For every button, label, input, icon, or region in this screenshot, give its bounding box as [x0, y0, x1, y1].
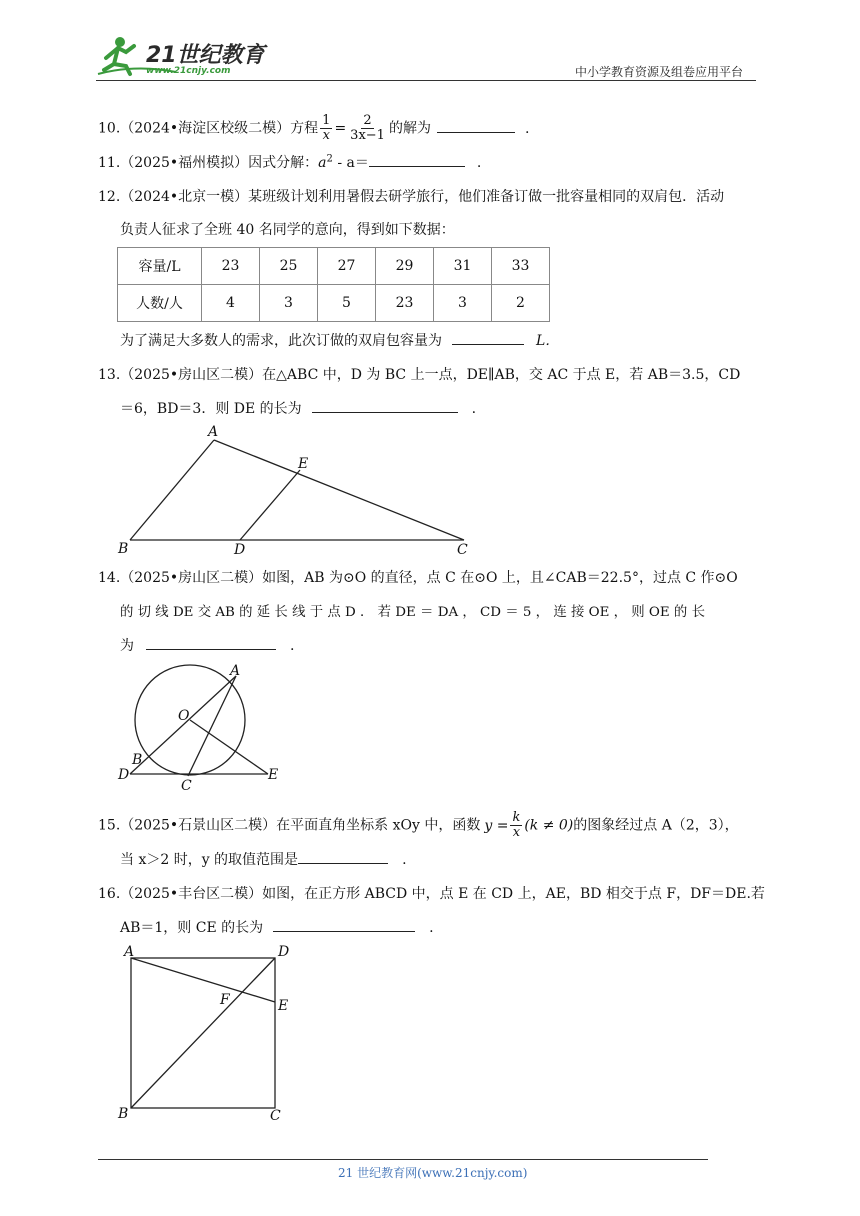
answer-blank[interactable] — [273, 930, 415, 932]
triangle-figure — [110, 420, 480, 560]
answer-blank[interactable] — [452, 343, 524, 345]
question-12-line-1: 12.（2024•北京一模）某班级计划利用暑假去研学旅行，他们准备订做一批容量相同的双肩包．活动 — [98, 189, 725, 205]
point-label-a: A — [230, 663, 241, 679]
table-row: 人数/人 4 3 5 23 3 2 — [118, 285, 550, 322]
point-label-c: C — [270, 1108, 281, 1124]
table-header-capacity: 容量/L — [118, 248, 202, 285]
footer-text: 21 世纪教育网(www.21cnjy.com) — [338, 1166, 528, 1180]
answer-blank[interactable] — [146, 648, 276, 650]
table-row: 容量/L 23 25 27 29 31 33 — [118, 248, 550, 285]
point-label-d: D — [234, 542, 246, 558]
capacity-table — [117, 247, 550, 322]
question-15-line-1: 15.（2025•石景山区二模）在平面直角坐标系 xOy 中，函数 y = $\frac{k}{x}$ (k ≠ 0)的图象经过点 A（2，3）， — [98, 810, 739, 840]
answer-blank[interactable] — [369, 165, 465, 167]
table-header-count: 人数/人 — [118, 285, 202, 322]
circle-figure — [110, 658, 290, 794]
point-label-o: O — [178, 708, 190, 724]
header-divider — [96, 80, 756, 81]
question-11: 11.（2025•福州模拟）因式分解：$a^2 - a=$ . — [98, 153, 482, 171]
footer-divider — [98, 1159, 708, 1160]
question-13-line-2: ＝6，BD＝3．则 DE 的长为 . — [120, 401, 477, 417]
fraction-2: $\frac{2}{3x-1}$ — [350, 113, 385, 143]
question-number: 10. — [98, 120, 121, 137]
header-right-title: 中小学教育资源及组卷应用平台 — [575, 65, 744, 79]
logo-url: www.21cnjy.com — [146, 66, 231, 76]
point-label-b: B — [132, 752, 143, 768]
question-14-line-2: 的 切 线 DE 交 AB 的 延 长 线 于 点 D ． 若 DE ＝ DA ， CD ＝ 5 ， 连 接 OE ， 则 OE 的 长 — [120, 605, 705, 620]
question-16-line-2: AB＝1，则 CE 的长为 . — [120, 920, 434, 936]
point-label-c: C — [181, 778, 192, 794]
point-label-e: E — [278, 998, 289, 1014]
question-12-line-2: 负责人征求了全班 40 名同学的意向，得到如下数据： — [120, 222, 455, 238]
point-label-b: B — [118, 541, 129, 557]
point-label-c: C — [457, 542, 468, 558]
answer-blank[interactable] — [437, 131, 515, 133]
square-figure — [110, 940, 310, 1130]
answer-blank[interactable] — [312, 411, 458, 413]
question-13-line-1: 13.（2025•房山区二模）在△ABC 中，D 为 BC 上一点，DE∥AB，交 AC 于点 E，若 AB＝3.5，CD — [98, 367, 741, 383]
point-label-e: E — [298, 456, 309, 472]
point-label-b: B — [118, 1106, 129, 1122]
question-source: （2024•海淀区校级二模） — [120, 120, 291, 137]
point-label-a: A — [208, 424, 219, 440]
point-label-f: F — [220, 992, 230, 1008]
fraction-1: $\frac{1}{x}$ — [322, 113, 331, 143]
point-label-d: D — [118, 767, 130, 783]
point-label-a: A — [124, 944, 135, 960]
logo-text: 21世纪教育 — [146, 43, 265, 68]
question-10: 10.（2024•海淀区校级二模）方程 $\frac{1}{x}$ = $\frac{2}{3x-1}$ 的解为 . — [98, 113, 530, 143]
answer-blank[interactable] — [298, 862, 388, 864]
point-label-e: E — [268, 767, 279, 783]
question-14-line-3: 为 . — [120, 638, 295, 654]
point-label-d: D — [278, 944, 290, 960]
question-15-line-2: 当 x＞2 时，y 的取值范围是 . — [120, 852, 407, 868]
question-14-line-1: 14.（2025•房山区二模）如图，AB 为⊙O 的直径，点 C 在⊙O 上，且∠CAB＝22.5°，过点 C 作⊙O — [98, 570, 738, 586]
question-16-line-1: 16.（2025•丰台区二模）如图，在正方形 ABCD 中，点 E 在 CD 上，AE，BD 相交于点 F，DF＝DE.若 — [98, 886, 765, 902]
question-12-line-3: 为了满足大多数人的需求，此次订做的双肩包容量为 L． — [120, 333, 560, 349]
